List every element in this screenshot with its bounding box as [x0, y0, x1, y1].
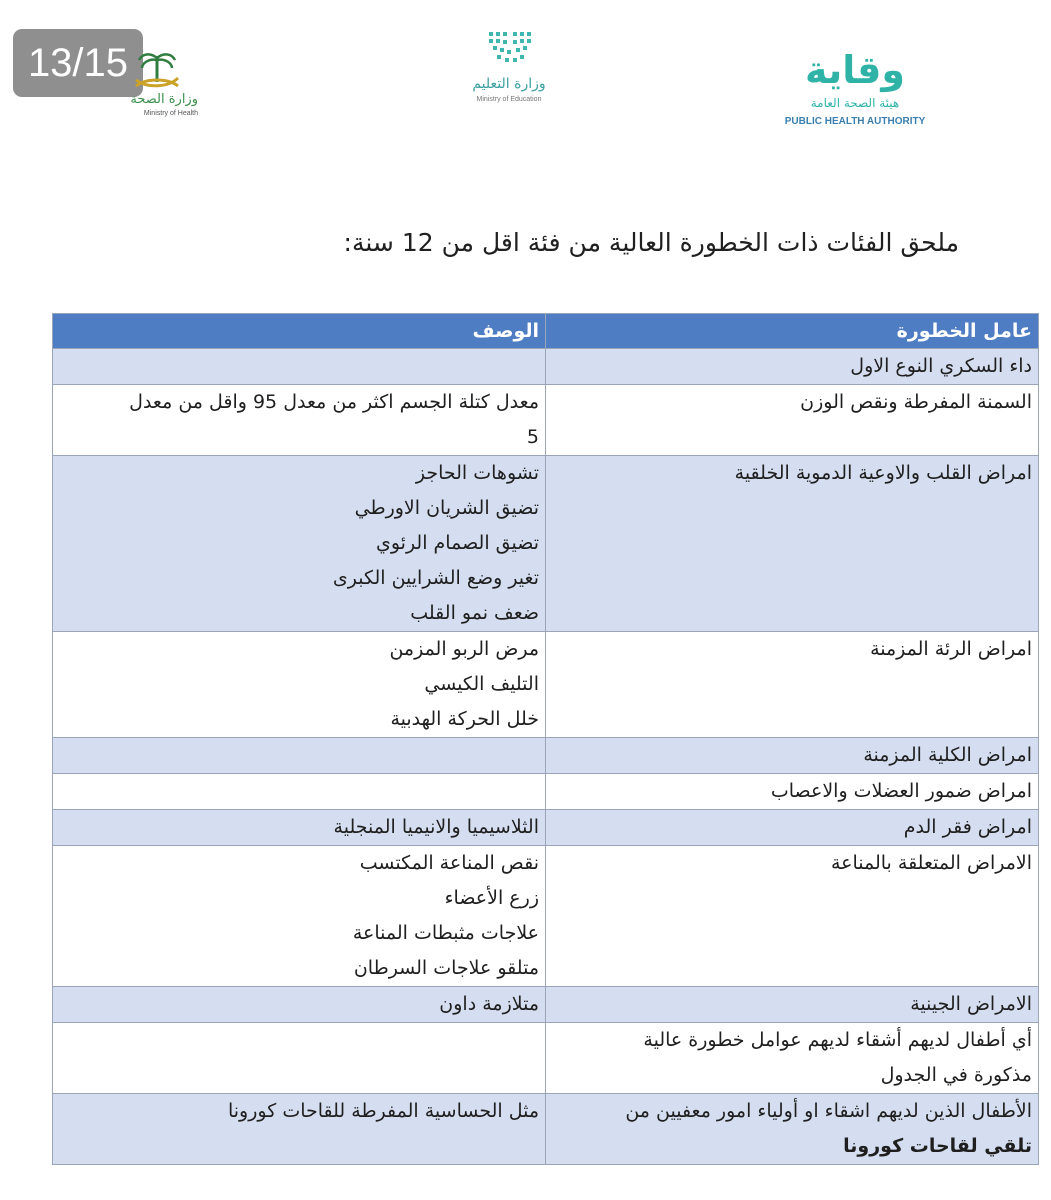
table-row [53, 456, 1039, 632]
cell-line: أي أطفال لديهم أشقاء لديهم عوامل خطورة عالية [643, 1029, 1032, 1051]
palm-swords-icon [136, 54, 178, 86]
description-cell [53, 846, 546, 987]
risk-factor-cell [546, 774, 1039, 810]
table-row [53, 349, 1039, 385]
cell-line: امراض الرئة المزمنة [870, 638, 1032, 660]
cell-line: داء السكري النوع الاول [850, 355, 1032, 377]
risk-factor-cell [546, 1094, 1039, 1165]
risk-factor-cell [546, 456, 1039, 632]
table-row [53, 987, 1039, 1023]
cell-line: الامراض المتعلقة بالمناعة [830, 852, 1032, 874]
table-row [53, 738, 1039, 774]
cell-line: امراض ضمور العضلات والاعصاب [770, 780, 1032, 802]
cell-line: الامراض الجينية [910, 993, 1032, 1015]
cell-line: متلازمة داون [439, 993, 539, 1015]
cell-line: ضعف نمو القلب [410, 602, 539, 624]
moe-arabic-name: وزارة التعليم [472, 76, 546, 92]
table-row [53, 774, 1039, 810]
cell-line: امراض الكلية المزمنة [863, 744, 1032, 766]
table-row [53, 810, 1039, 846]
risk-factor-cell [546, 987, 1039, 1023]
risk-factor-cell [546, 810, 1039, 846]
cell-line: الأطفال الذين لديهم اشقاء او أولياء امور معفيين من [625, 1100, 1032, 1122]
table-row [53, 385, 1039, 456]
description-cell [53, 810, 546, 846]
cell-line: تغير وضع الشرايين الكبرى [332, 567, 539, 589]
risk-factors-table [52, 313, 1039, 1165]
risk-factor-cell [546, 385, 1039, 456]
education-dots-icon [489, 32, 531, 62]
ministry-of-education-logo [455, 26, 565, 111]
pha-english-name: PUBLIC HEALTH AUTHORITY [784, 116, 926, 127]
risk-factor-cell [546, 846, 1039, 987]
description-cell [53, 987, 546, 1023]
header-description: الوصف [53, 314, 546, 349]
cell-line: تضيق الصمام الرئوي [375, 532, 539, 554]
table-row [53, 1094, 1039, 1165]
description-cell [53, 632, 546, 738]
cell-line: التليف الكيسي [424, 673, 539, 695]
cell-line: مثل الحساسية المفرطة للقاحات كورونا [227, 1100, 539, 1122]
table-row [53, 632, 1039, 738]
cell-line: متلقو علاجات السرطان [353, 957, 539, 979]
description-cell [53, 385, 546, 456]
cell-line: الثلاسيميا والانيميا المنجلية [333, 816, 539, 838]
ministry-of-health-logo [112, 50, 202, 120]
cell-line: علاجات مثبطات المناعة [352, 922, 539, 944]
cell-line: تضيق الشريان الاورطي [354, 497, 539, 519]
description-cell [53, 774, 546, 810]
table-row [53, 1023, 1039, 1094]
risk-factor-cell [546, 632, 1039, 738]
cell-line: تشوهات الحاجز [415, 462, 539, 484]
cell-line: مذكورة في الجدول [880, 1064, 1032, 1086]
table-header-row [53, 314, 1039, 349]
moe-english-name: Ministry of Education [476, 96, 542, 103]
cell-line-bold: تلقي لقاحات كورونا [843, 1135, 1032, 1157]
risk-factor-cell [546, 738, 1039, 774]
header-risk-factor: عامل الخطورة [546, 314, 1039, 349]
cell-line: خلل الحركة الهدبية [390, 708, 539, 730]
cell-line: امراض فقر الدم [903, 816, 1032, 838]
cell-line: امراض القلب والاوعية الدموية الخلقية [734, 462, 1032, 484]
public-health-authority-logo [780, 45, 930, 135]
cell-line: نقص المناعة المكتسب [359, 852, 539, 874]
description-cell [53, 1094, 546, 1165]
cell-line: زرع الأعضاء [444, 887, 539, 909]
cell-line: 5 [526, 426, 539, 448]
description-cell [53, 1023, 546, 1094]
pha-arabic-name: هيئة الصحة العامة [810, 96, 900, 110]
description-cell [53, 738, 546, 774]
description-cell [53, 349, 546, 385]
document-title: ملحق الفئات ذات الخطورة العالية من فئة اقل من 12 سنة: [343, 228, 959, 257]
moh-arabic-name: وزارة الصحة [130, 92, 198, 107]
pha-arabic-brand: وقاية [804, 48, 906, 92]
cell-line: السمنة المفرطة ونقص الوزن [800, 391, 1032, 413]
moh-english-name: Ministry of Health [143, 110, 198, 117]
table-row [53, 846, 1039, 987]
risk-factor-cell [546, 349, 1039, 385]
cell-line: معدل كتلة الجسم اكثر من معدل 95 واقل من معدل [129, 391, 539, 413]
page-counter: 13/15 [13, 29, 143, 97]
description-cell [53, 456, 546, 632]
risk-factor-cell [546, 1023, 1039, 1094]
cell-line: مرض الربو المزمن [389, 638, 539, 660]
